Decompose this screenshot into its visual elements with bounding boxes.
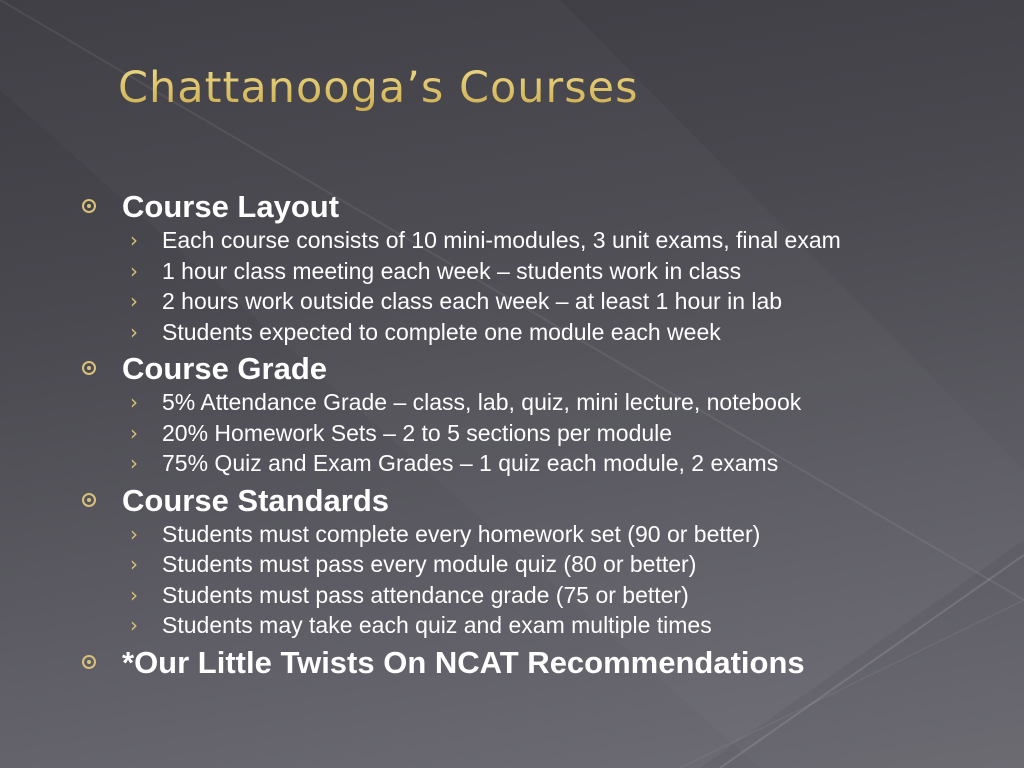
list-item: › 5% Attendance Grade – class, lab, quiz, mini lecture, notebook bbox=[80, 387, 1000, 418]
section-heading-course-grade bbox=[80, 347, 1000, 387]
circle-dot-icon bbox=[82, 493, 96, 507]
list-item: › 2 hours work outside class each week – at least 1 hour in lab bbox=[80, 286, 1000, 317]
section-heading-text: Course Standards bbox=[122, 482, 390, 518]
chevron-right-icon: › bbox=[130, 258, 138, 283]
chevron-right-icon: › bbox=[130, 613, 138, 637]
list-item: › Students must pass attendance grade (75 or better) bbox=[80, 580, 1000, 611]
section-heading-ncat-twists bbox=[80, 641, 1000, 681]
section-heading-course-layout bbox=[80, 185, 1000, 225]
chevron-right-icon: › bbox=[130, 228, 138, 252]
chevron-right-icon: › bbox=[130, 319, 138, 344]
chevron-right-icon: › bbox=[130, 420, 138, 445]
section-heading-text: Course Layout bbox=[122, 189, 340, 224]
list-item: › 75% Quiz and Exam Grades – 1 quiz each module, 2 exams bbox=[80, 448, 1000, 479]
chevron-right-icon: › bbox=[130, 289, 138, 313]
list-item: › Each course consists of 10 mini-modules, 3 unit exams, final exam bbox=[80, 225, 1000, 256]
chevron-right-icon: › bbox=[130, 552, 138, 576]
list-item: › 20% Homework Sets – 2 to 5 sections per module bbox=[80, 418, 1000, 449]
circle-dot-icon bbox=[82, 199, 96, 213]
sublist-course-grade bbox=[80, 387, 1000, 479]
section-heading-text: Course Grade bbox=[122, 351, 328, 386]
sublist-course-layout bbox=[80, 225, 1000, 347]
chevron-right-icon: › bbox=[130, 451, 138, 475]
list-item: › Students expected to complete one module each week bbox=[80, 317, 1000, 348]
circle-dot-icon bbox=[82, 361, 96, 375]
chevron-right-icon: › bbox=[130, 521, 138, 546]
bullet-list bbox=[80, 185, 1000, 681]
slide-title: Chattanooga’s Courses bbox=[118, 60, 638, 116]
list-item: › 1 hour class meeting each week – students work in class bbox=[80, 256, 1000, 287]
circle-dot-icon bbox=[82, 655, 96, 669]
list-item: › Students may take each quiz and exam multiple times bbox=[80, 610, 1000, 641]
chevron-right-icon: › bbox=[130, 390, 138, 414]
section-heading-text: *Our Little Twists On NCAT Recommendations bbox=[122, 644, 805, 680]
chevron-right-icon: › bbox=[130, 582, 138, 607]
section-heading-course-standards bbox=[80, 479, 1000, 519]
list-item: › Students must complete every homework set (90 or better) bbox=[80, 519, 1000, 550]
sublist-course-standards bbox=[80, 519, 1000, 641]
list-item: › Students must pass every module quiz (80 or better) bbox=[80, 549, 1000, 580]
